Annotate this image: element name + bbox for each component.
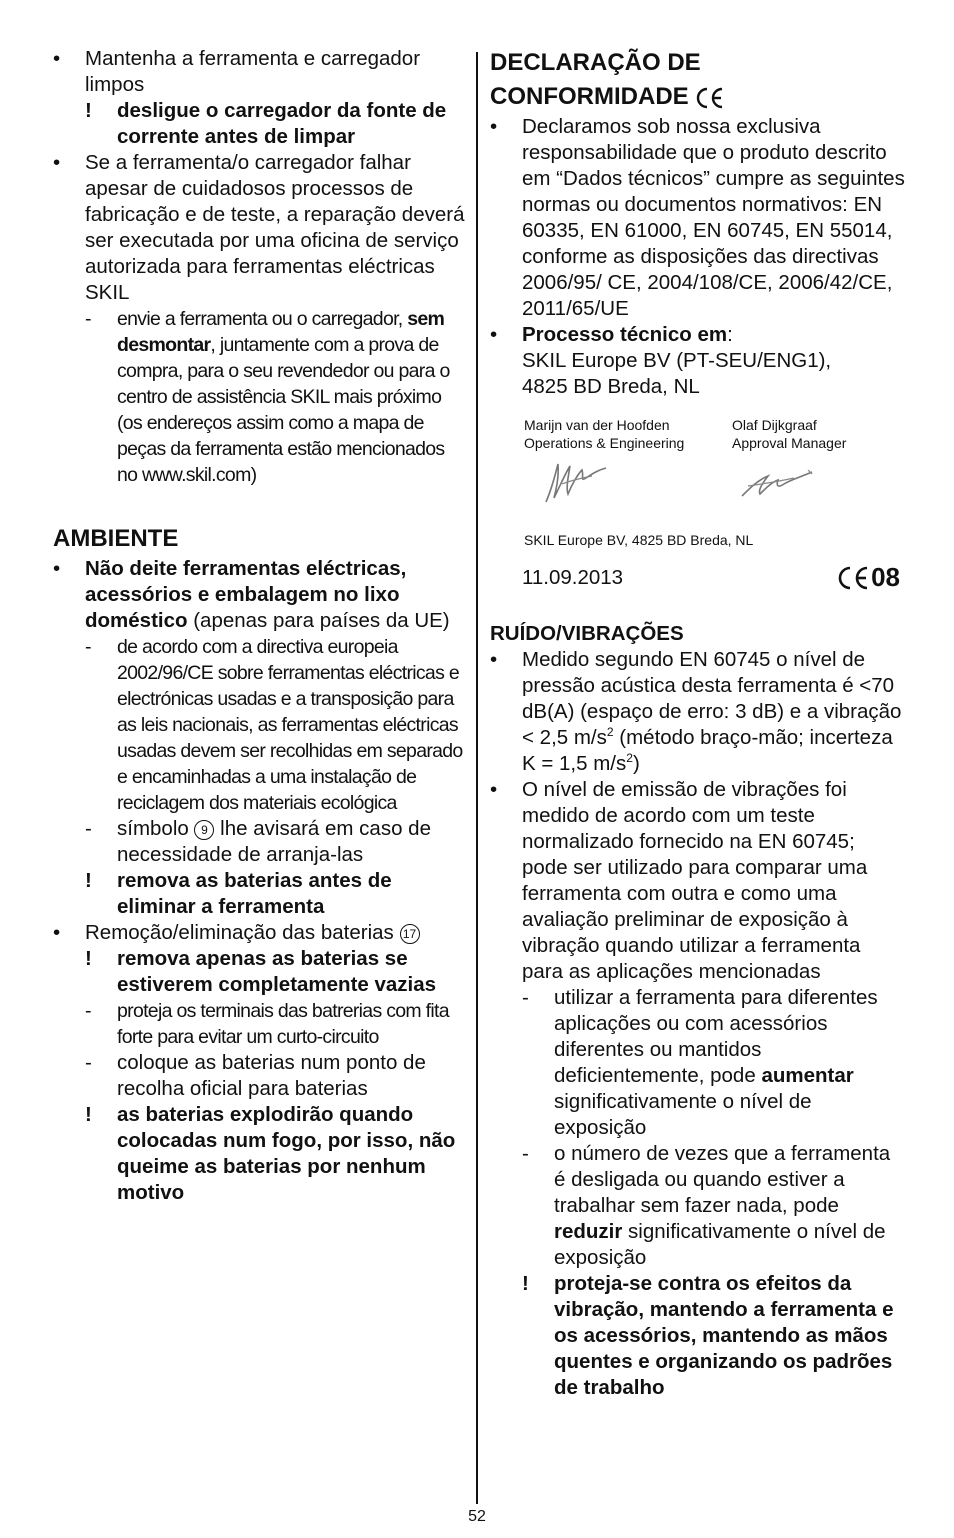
warning-text: remova apenas as baterias se estiverem completamente vazias (117, 947, 437, 996)
ce-year-mark (837, 562, 900, 593)
ce-year: 08 (871, 562, 900, 592)
text-part: , juntamente com a prova de compra, para o seu revendedor ou para o centro de assistência SKIL mais próximo (os endereços assim como a mapa de peças da ferramenta estão mencionados no www.skil.com) (117, 334, 450, 486)
signature-1-icon (542, 458, 612, 506)
warning-item (53, 1102, 465, 1206)
section-title-conformidade (490, 80, 906, 114)
signatory-name: Olaf Dijkgraaf (732, 417, 817, 433)
column-divider (476, 52, 478, 1504)
list-item (53, 556, 465, 634)
text-part: envie a ferramenta ou o carregador, (117, 308, 408, 330)
section-title-declaracao: DECLARAÇÃO DE (490, 49, 701, 76)
text-part: significativamente o nível de exposição (554, 1220, 886, 1269)
warning-item (490, 1271, 906, 1401)
item-text: coloque as baterias num ponto de recolha oficial para baterias (117, 1051, 426, 1100)
text-part: utilizar a ferramenta para diferentes aplicações ou com acessórios diferentes ou mantidos deficientemente, pode (554, 986, 878, 1087)
warning-text: desligue o carregador da fonte de corrente antes de limpar (117, 99, 447, 148)
bullet: • (490, 115, 498, 138)
item-text (85, 920, 465, 946)
page-number: 52 (468, 1508, 486, 1525)
warning-text: proteja-se contra os efeitos da vibração, mantendo a ferramenta e os acessórios, mantendo as mãos quentes e organizando os padrões de trabalho (554, 1272, 894, 1399)
text-part: ) (632, 752, 640, 775)
dash-item (490, 1141, 906, 1271)
dash-mark: - (522, 986, 529, 1009)
bullet: • (490, 778, 498, 801)
emphasis-text: aumentar (761, 1064, 854, 1087)
bullet: • (53, 151, 61, 174)
bullet: • (490, 648, 498, 671)
right-column (490, 46, 906, 1401)
signature-2-icon (738, 466, 818, 502)
bullet: • (53, 47, 61, 70)
item-text: proteja os terminais das batrerias com fita forte para evitar um curto-circuito (117, 1000, 449, 1048)
signatory-1 (524, 416, 732, 452)
warning-mark: ! (85, 1103, 92, 1126)
warning-item (53, 868, 465, 920)
item-text: Se a ferramenta/o carregador falhar apesar de cuidadosos processos de fabricação e de teste, a reparação deverá ser executada por uma oficina de serviço autorizada para ferramentas eléctricas SKIL (85, 151, 465, 304)
dash-item (53, 816, 465, 868)
text-part: (método braço-mão; incerteza K = 1,5 m/s (522, 726, 893, 775)
text-part: símbolo (117, 817, 195, 840)
date-row (522, 562, 900, 593)
dash-item (53, 306, 465, 488)
item-text (85, 556, 465, 634)
ce-mark-icon (837, 565, 871, 591)
list-item (490, 777, 906, 985)
item-text: de acordo com a directiva europeia 2002/96/CE sobre ferramentas eléctricas e electrónicas usadas e a transposição para as leis nacionais, as ferramentas eléctricas usadas devem ser recolhidas em separado e encaminhadas a uma instalação de reciclagem dos materiais ecológica (117, 636, 463, 814)
warning-mark: ! (85, 869, 92, 892)
emphasis-text: Processo técnico em (522, 323, 728, 346)
warning-mark: ! (85, 947, 92, 970)
dash-item (53, 634, 465, 816)
signatory-2 (732, 416, 846, 452)
list-item (53, 920, 465, 946)
dash-mark: - (85, 636, 91, 658)
signatory-name: Marijn van der Hoofden (524, 417, 670, 433)
item-text (117, 816, 465, 868)
signatures (524, 452, 906, 514)
dash-item (490, 985, 906, 1141)
dash-mark: - (85, 308, 91, 330)
dash-mark: - (522, 1142, 529, 1165)
text-part: lhe avisará em caso de necessidade de arranja-las (117, 817, 431, 866)
dash-item (53, 1050, 465, 1102)
warning-item (53, 98, 465, 150)
item-text (522, 647, 906, 777)
date: 11.09.2013 (522, 565, 624, 589)
item-text (554, 1141, 906, 1271)
item-text: O nível de emissão de vibrações foi medido de acordo com um teste normalizado fornecido na EN 60745; pode ser utilizado para comparar uma ferramenta com outra e como uma avaliação preliminar de exposição à vibração quando utilizar a ferramenta para as aplicações mencionadas (522, 778, 868, 983)
warning-mark: ! (85, 99, 92, 122)
superscript: 2 (606, 725, 614, 740)
list-item (53, 46, 465, 98)
warning-item (53, 946, 465, 998)
address-line: 4825 BD Breda, NL (522, 375, 700, 398)
text-part: significativamente o nível de exposição (554, 1090, 812, 1139)
title-text: CONFORMIDADE (490, 83, 689, 110)
text-part: Remoção/eliminação das baterias (85, 921, 400, 944)
emphasis-text: Não deite ferramentas eléctricas, acessórios e embalagem no lixo doméstico (85, 557, 407, 632)
superscript: 2 (626, 751, 633, 766)
address-line: SKIL Europe BV (PT-SEU/ENG1), (522, 349, 832, 372)
left-column (53, 46, 465, 1206)
ce-mark-icon (695, 87, 725, 109)
text-part: (apenas para países da UE) (187, 609, 450, 632)
reference-number: 9 (194, 820, 214, 840)
emphasis-text: reduzir (554, 1220, 623, 1243)
signatory-role: Operations & Engineering (524, 435, 685, 451)
warning-mark: ! (522, 1272, 529, 1295)
dash-mark: - (85, 1051, 92, 1074)
warning-text: remova as baterias antes de eliminar a ferramenta (117, 869, 392, 918)
section-title-ambiente: AMBIENTE (53, 525, 179, 552)
section-title-ruido: RUÍDO/VIBRAÇÕES (490, 622, 684, 645)
text-part: Medido segundo EN 60745 o nível de pressão acústica desta ferramenta é <70 dB(A) (espaço de erro: 3 dB) e a vibração < 2,5 m/s (522, 648, 902, 749)
emphasis-text: sem desmontar (117, 308, 445, 356)
reference-number: 17 (400, 924, 420, 944)
item-text: Mantenha a ferramenta e carregador limpos (85, 47, 421, 96)
item-text (522, 322, 906, 400)
bullet: • (53, 557, 61, 580)
bullet: • (490, 323, 498, 346)
dash-item (53, 998, 465, 1050)
text-part: o número de vezes que a ferramenta é desligada ou quando estiver a trabalhar sem fazer nada, pode (554, 1142, 891, 1217)
item-text (554, 985, 906, 1141)
dash-mark: - (85, 817, 92, 840)
list-item (490, 114, 906, 322)
item-text: Declaramos sob nossa exclusiva responsabilidade que o produto descrito em “Dados técnicos” cumpre as seguintes normas ou documentos normativos: EN 60335, EN 61000, EN 60745, EN 55014, conforme as disposições das directivas 2006/95/ CE, 2004/108/CE, 2006/42/CE, 2011/65/UE (522, 115, 905, 320)
item-text (117, 306, 465, 488)
list-item (53, 150, 465, 306)
warning-text: as baterias explodirão quando colocadas num fogo, por isso, não queime as baterias por nenhum motivo (117, 1103, 456, 1204)
signatories (524, 416, 906, 452)
text-part: : (727, 323, 733, 346)
dash-mark: - (85, 1000, 91, 1022)
list-item (490, 322, 906, 400)
company-address: SKIL Europe BV, 4825 BD Breda, NL (524, 532, 754, 548)
list-item (490, 647, 906, 777)
bullet: • (53, 921, 61, 944)
signatory-role: Approval Manager (732, 435, 847, 451)
